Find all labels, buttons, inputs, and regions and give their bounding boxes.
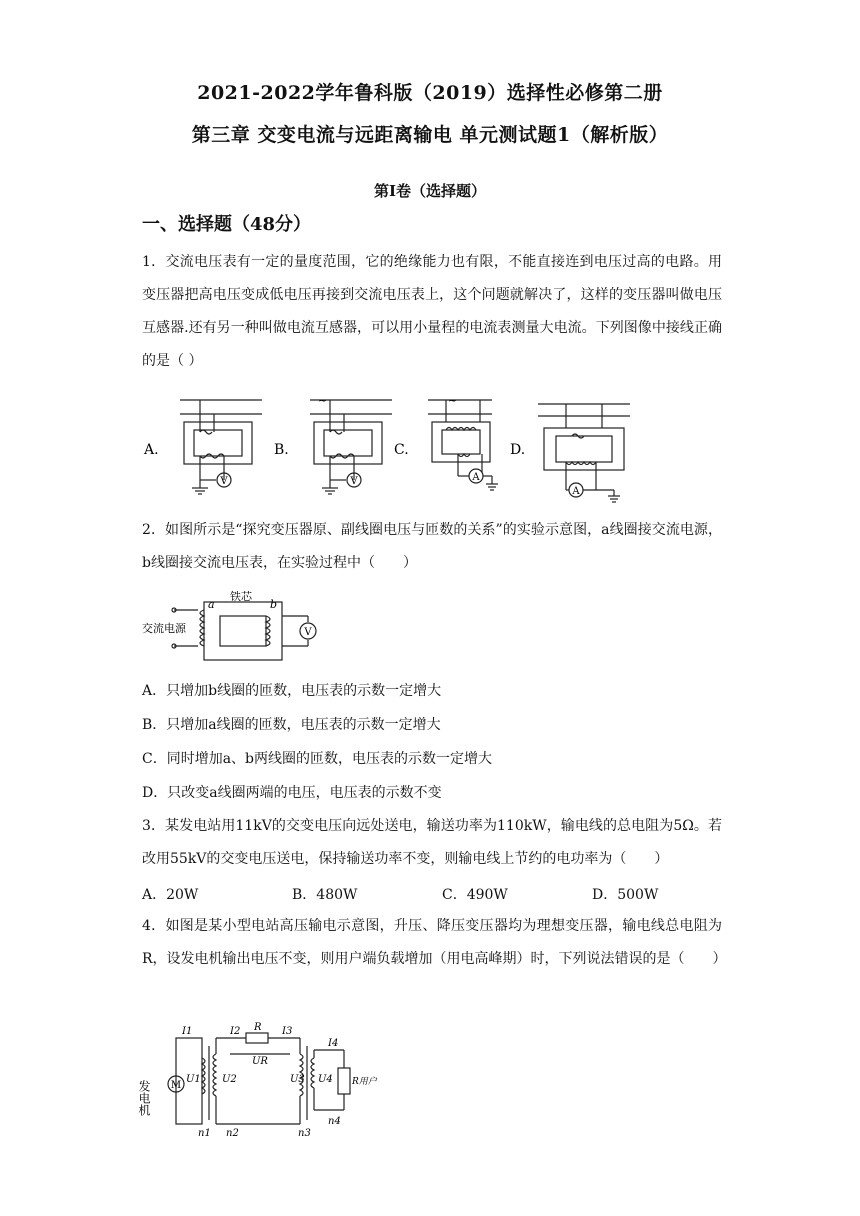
label-n2: n2 [226,1128,239,1139]
ac-source-label: 交流电源 [142,622,186,635]
motor-icon: M [170,1080,182,1091]
ac-symbol-b: ~ [448,394,458,407]
volume-heading: 第I卷（选择题） [373,182,487,200]
label-r: R [254,1022,262,1033]
label-i1: I1 [182,1026,193,1037]
q2-option-b: B．只增加a线圈的匝数，电压表的示数一定增大 [142,717,441,733]
q2-option-a: A．只增加b线圈的匝数，电压表的示数一定增大 [142,683,442,699]
question-4-text: 4．如图是某小型电站高压输电示意图，升压、降压变压器均为理想变压器，输电线总电阻为R，设发电机输出电压不变，则用户端负载增加（用电高峰期）时，下列说法错误的是（ ） [142,918,727,967]
question-1-figures [140,392,640,504]
label-u2: U2 [222,1074,237,1085]
figure-d [538,404,630,502]
label-ur: UR [252,1056,268,1067]
coil-a-label: a [208,598,215,611]
title-line-1: 2021-2022学年鲁科版（2019）选择性必修第二册 [197,82,663,104]
label-n4: n4 [328,1116,341,1127]
question-2-text: 2．如图所示是“探究变压器原、副线圈电压与匝数的关系”的实验示意图，a线圈接交流电源，b线圈接交流电压表，在实验过程中（ ） [142,522,722,571]
label-u4: U4 [318,1074,333,1085]
question-2-figure [142,590,332,666]
coil-b-label: b [270,598,278,611]
ac-symbol-a: ~ [318,394,328,407]
q1-option-b: B. [274,442,289,458]
label-u3: U3 [290,1074,305,1085]
iron-core-label: 铁芯 [230,590,252,603]
voltmeter-a: V [220,476,228,487]
label-n1: n1 [198,1128,211,1139]
q2-option-c: C．同时增加a、b两线圈的匝数，电压表的示数一定增大 [142,751,493,767]
ammeter-d: A [572,486,580,497]
label-i3: I3 [282,1026,293,1037]
figure-c [428,400,498,490]
question-4-figure [137,1020,392,1140]
voltmeter-b: V [350,476,358,487]
question-1-text: 1．交流电压表有一定的量度范围，它的绝缘能力也有限，不能直接连到电压过高的电路。用变压器把高电压变成低电压再接到交流电压表上，这个问题就解决了，这样的变压器叫做电压互感器.还有另一种叫做电流互感器，可以用小量程的电流表测量大电流。下列图像中接线正确的是（ ） [142,254,722,369]
q1-option-c: C. [394,442,409,458]
title-line-2: 第三章 交变电流与远距离输电 单元测试题1（解析版） [191,124,669,146]
q1-option-a: A. [144,442,159,458]
label-u1: U1 [186,1074,201,1085]
label-n3: n3 [298,1128,311,1139]
section-heading: 一、选择题（48分） [142,214,312,235]
generator-label: 发电机 [137,1080,151,1116]
question-3-text: 3．某发电站用11kV的交变电压向远处送电，输送功率为110kW，输电线的总电阻为5Ω。若改用55kV的交变电压送电，保持输送功率不变，则输电线上节约的电功率为（ ） [142,818,722,867]
q3-option-c: C．490W [442,887,508,903]
q3-option-d: D．500W [592,887,659,903]
q2-option-d: D．只改变a线圈两端的电压，电压表的示数不变 [142,785,442,801]
q3-option-a: A．20W [142,887,199,903]
q1-option-d: D. [510,442,526,458]
label-r-user: R用户 [352,1077,377,1087]
label-i2: I2 [230,1026,241,1037]
q3-option-b: B．480W [292,887,358,903]
voltmeter-icon: V [304,627,312,638]
label-i4: I4 [328,1038,339,1049]
ammeter-c: A [472,472,480,483]
